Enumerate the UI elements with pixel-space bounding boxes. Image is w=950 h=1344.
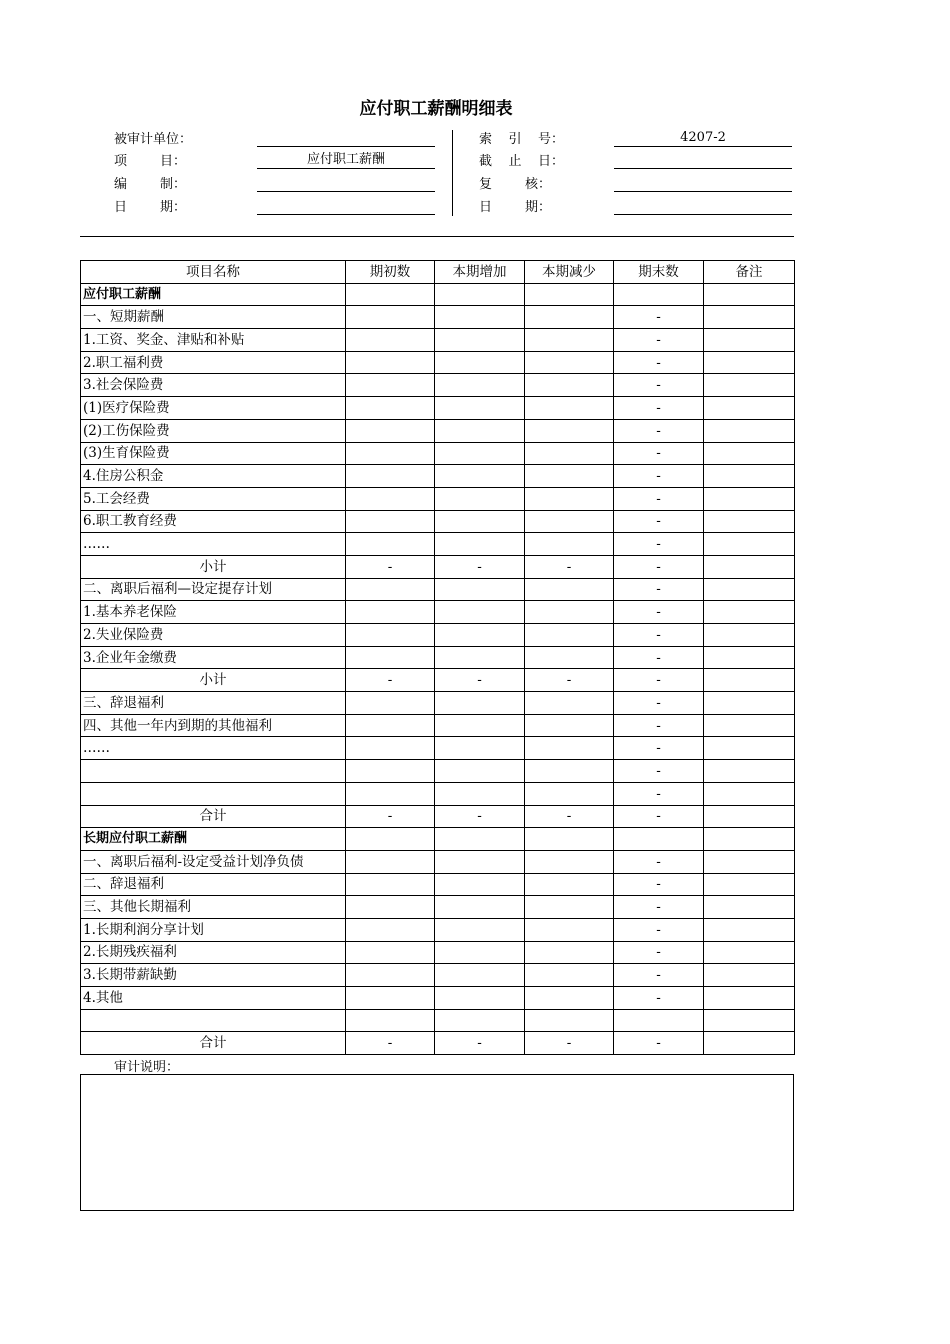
value-cell[interactable] — [346, 329, 435, 352]
value-cell[interactable]: - — [614, 896, 704, 919]
cutoff-label: 截 止 日： — [479, 154, 565, 169]
column-header: 期末数 — [614, 261, 704, 284]
row-name-cell[interactable]: 1.长期利润分享计划 — [81, 918, 346, 941]
value-cell[interactable] — [346, 624, 435, 647]
table-row — [81, 646, 795, 669]
row-name-cell[interactable]: 2.长期残疾福利 — [81, 941, 346, 964]
value-cell[interactable]: - — [435, 555, 525, 578]
value-cell[interactable] — [525, 737, 614, 760]
table-row — [81, 510, 795, 533]
value-cell[interactable] — [704, 828, 795, 851]
value-cell[interactable] — [525, 782, 614, 805]
column-header: 期初数 — [346, 261, 435, 284]
value-cell[interactable] — [704, 419, 795, 442]
value-cell[interactable]: - — [614, 782, 704, 805]
value-cell[interactable]: - — [614, 737, 704, 760]
value-cell[interactable] — [346, 510, 435, 533]
value-cell[interactable]: - — [346, 669, 435, 692]
value-cell[interactable] — [346, 828, 435, 851]
table-row — [81, 714, 795, 737]
value-cell[interactable] — [346, 601, 435, 624]
value-cell[interactable] — [525, 487, 614, 510]
table-row — [81, 987, 795, 1010]
value-cell[interactable] — [704, 987, 795, 1010]
value-cell[interactable] — [525, 760, 614, 783]
value-cell[interactable] — [525, 941, 614, 964]
value-cell[interactable]: - — [614, 465, 704, 488]
value-cell[interactable] — [435, 510, 525, 533]
row-name-cell[interactable]: …… — [81, 737, 346, 760]
value-cell[interactable] — [704, 283, 795, 306]
header-rule — [80, 236, 794, 237]
value-cell[interactable] — [346, 397, 435, 420]
value-cell[interactable] — [346, 737, 435, 760]
table-row — [81, 850, 795, 873]
date2-label: 日 期： — [479, 200, 552, 215]
value-cell[interactable]: - — [614, 510, 704, 533]
table-row — [81, 782, 795, 805]
value-cell[interactable] — [704, 918, 795, 941]
value-cell[interactable] — [704, 873, 795, 896]
value-cell[interactable] — [435, 601, 525, 624]
value-cell[interactable]: - — [614, 419, 704, 442]
row-name-cell[interactable]: 一、离职后福利-设定受益计划净负债 — [81, 850, 346, 873]
table-row — [81, 283, 795, 306]
value-cell[interactable] — [704, 465, 795, 488]
value-cell[interactable]: - — [614, 374, 704, 397]
value-cell[interactable] — [525, 283, 614, 306]
table-row — [81, 465, 795, 488]
value-cell[interactable]: - — [614, 442, 704, 465]
row-name-cell[interactable]: 一、短期薪酬 — [81, 306, 346, 329]
table-row — [81, 760, 795, 783]
value-cell[interactable] — [435, 987, 525, 1010]
value-cell[interactable]: - — [614, 646, 704, 669]
value-cell[interactable] — [435, 1009, 525, 1032]
value-cell[interactable]: - — [525, 669, 614, 692]
row-name-cell[interactable]: …… — [81, 533, 346, 556]
value-cell[interactable] — [435, 918, 525, 941]
index-field[interactable]: 4207-2 — [614, 130, 792, 147]
column-header: 备注 — [704, 261, 795, 284]
value-cell[interactable] — [525, 601, 614, 624]
value-cell[interactable] — [614, 283, 704, 306]
value-cell[interactable] — [704, 850, 795, 873]
page-title: 应付职工薪酬明细表 — [359, 99, 513, 119]
value-cell[interactable] — [346, 533, 435, 556]
value-cell[interactable]: - — [346, 555, 435, 578]
value-cell[interactable] — [704, 533, 795, 556]
value-cell[interactable] — [346, 987, 435, 1010]
date2-field[interactable] — [614, 198, 792, 215]
value-cell[interactable]: - — [435, 805, 525, 828]
value-cell[interactable]: - — [614, 760, 704, 783]
value-cell[interactable]: - — [346, 1032, 435, 1055]
value-cell[interactable] — [346, 442, 435, 465]
value-cell[interactable] — [346, 1009, 435, 1032]
value-cell[interactable] — [525, 873, 614, 896]
value-cell[interactable] — [525, 533, 614, 556]
prepared-field[interactable] — [257, 175, 435, 192]
row-name-cell[interactable]: 4.住房公积金 — [81, 465, 346, 488]
table-row — [81, 601, 795, 624]
table-row — [81, 624, 795, 647]
value-cell[interactable] — [704, 669, 795, 692]
value-cell[interactable] — [704, 692, 795, 715]
value-cell[interactable] — [435, 850, 525, 873]
auditee-label: 被审计单位： — [114, 132, 193, 147]
auditee-field[interactable] — [257, 130, 435, 147]
value-cell[interactable] — [704, 442, 795, 465]
table-row — [81, 374, 795, 397]
item-label: 项 目： — [114, 154, 187, 169]
row-name-cell[interactable]: 3.长期带薪缺勤 — [81, 964, 346, 987]
value-cell[interactable] — [525, 397, 614, 420]
table-row — [81, 805, 795, 828]
value-cell[interactable] — [525, 578, 614, 601]
item-field[interactable]: 应付职工薪酬 — [257, 152, 435, 169]
value-cell[interactable] — [704, 487, 795, 510]
row-name-cell[interactable]: 2.失业保险费 — [81, 624, 346, 647]
value-cell[interactable] — [435, 646, 525, 669]
row-name-cell[interactable] — [81, 760, 346, 783]
value-cell[interactable] — [525, 714, 614, 737]
value-cell[interactable]: - — [614, 533, 704, 556]
value-cell[interactable] — [346, 873, 435, 896]
row-name-cell[interactable]: 3.社会保险费 — [81, 374, 346, 397]
value-cell[interactable]: - — [614, 487, 704, 510]
row-name-cell[interactable]: 应付职工薪酬 — [81, 283, 346, 306]
row-name-cell[interactable]: 4.其他 — [81, 987, 346, 1010]
value-cell[interactable] — [435, 397, 525, 420]
row-name-cell[interactable]: 6.职工教育经费 — [81, 510, 346, 533]
table-row — [81, 896, 795, 919]
value-cell[interactable]: - — [614, 555, 704, 578]
table-row — [81, 487, 795, 510]
row-name-cell[interactable]: 二、辞退福利 — [81, 873, 346, 896]
table-row — [81, 964, 795, 987]
value-cell[interactable] — [435, 306, 525, 329]
value-cell[interactable] — [614, 828, 704, 851]
value-cell[interactable] — [435, 828, 525, 851]
audit-note-label: 审计说明： — [114, 1060, 180, 1075]
table-row — [81, 692, 795, 715]
value-cell[interactable] — [525, 850, 614, 873]
value-cell[interactable] — [435, 442, 525, 465]
value-cell[interactable]: - — [614, 850, 704, 873]
row-name-cell[interactable]: 三、辞退福利 — [81, 692, 346, 715]
table-header-row — [81, 261, 795, 284]
value-cell[interactable] — [525, 624, 614, 647]
value-cell[interactable]: - — [614, 987, 704, 1010]
value-cell[interactable] — [435, 941, 525, 964]
value-cell[interactable] — [435, 578, 525, 601]
column-header: 项目名称 — [81, 261, 346, 284]
value-cell[interactable] — [704, 555, 795, 578]
value-cell[interactable] — [346, 465, 435, 488]
row-name-cell[interactable]: 小计 — [81, 669, 346, 692]
table-row — [81, 1009, 795, 1032]
value-cell[interactable] — [525, 896, 614, 919]
table-row — [81, 442, 795, 465]
value-cell[interactable] — [704, 306, 795, 329]
value-cell[interactable]: - — [614, 601, 704, 624]
value-cell[interactable] — [346, 283, 435, 306]
value-cell[interactable] — [704, 714, 795, 737]
value-cell[interactable] — [704, 351, 795, 374]
table-row — [81, 329, 795, 352]
column-header: 本期增加 — [435, 261, 525, 284]
value-cell[interactable] — [525, 351, 614, 374]
value-cell[interactable]: - — [614, 578, 704, 601]
value-cell[interactable] — [704, 941, 795, 964]
value-cell[interactable] — [435, 533, 525, 556]
value-cell[interactable]: - — [525, 1032, 614, 1055]
row-name-cell[interactable]: 小计 — [81, 555, 346, 578]
table-row — [81, 419, 795, 442]
value-cell[interactable]: - — [614, 918, 704, 941]
cutoff-field[interactable] — [614, 152, 792, 169]
table-row — [81, 941, 795, 964]
value-cell[interactable] — [435, 737, 525, 760]
table-row — [81, 737, 795, 760]
value-cell[interactable] — [435, 351, 525, 374]
row-name-cell[interactable]: (1)医疗保险费 — [81, 397, 346, 420]
value-cell[interactable] — [435, 374, 525, 397]
value-cell[interactable] — [346, 850, 435, 873]
value-cell[interactable] — [435, 760, 525, 783]
value-cell[interactable] — [525, 918, 614, 941]
table-row — [81, 873, 795, 896]
value-cell[interactable] — [525, 306, 614, 329]
table-row — [81, 828, 795, 851]
row-name-cell[interactable]: 5.工会经费 — [81, 487, 346, 510]
table-row — [81, 306, 795, 329]
value-cell[interactable] — [346, 374, 435, 397]
value-cell[interactable] — [435, 487, 525, 510]
value-cell[interactable]: - — [614, 306, 704, 329]
value-cell[interactable] — [346, 896, 435, 919]
value-cell[interactable] — [346, 487, 435, 510]
table-row — [81, 555, 795, 578]
row-name-cell[interactable]: 四、其他一年内到期的其他福利 — [81, 714, 346, 737]
value-cell[interactable] — [525, 828, 614, 851]
value-cell[interactable] — [704, 329, 795, 352]
value-cell[interactable]: - — [614, 805, 704, 828]
value-cell[interactable] — [435, 896, 525, 919]
table-row — [81, 1032, 795, 1055]
value-cell[interactable] — [525, 987, 614, 1010]
value-cell[interactable]: - — [614, 669, 704, 692]
value-cell[interactable] — [525, 692, 614, 715]
row-name-cell[interactable]: 三、其他长期福利 — [81, 896, 346, 919]
value-cell[interactable] — [704, 601, 795, 624]
value-cell[interactable] — [346, 646, 435, 669]
value-cell[interactable] — [435, 419, 525, 442]
value-cell[interactable] — [525, 964, 614, 987]
audit-note-box[interactable] — [80, 1074, 794, 1211]
value-cell[interactable] — [435, 329, 525, 352]
value-cell[interactable] — [435, 714, 525, 737]
value-cell[interactable] — [525, 465, 614, 488]
index-label: 索 引 号： — [479, 132, 565, 147]
value-cell[interactable]: - — [346, 805, 435, 828]
column-header: 本期减少 — [525, 261, 614, 284]
prepared-label: 编 制： — [114, 177, 187, 192]
value-cell[interactable] — [704, 1009, 795, 1032]
value-cell[interactable]: - — [614, 1032, 704, 1055]
row-name-cell[interactable]: 2.职工福利费 — [81, 351, 346, 374]
row-name-cell[interactable]: 合计 — [81, 805, 346, 828]
row-name-cell[interactable] — [81, 782, 346, 805]
value-cell[interactable] — [346, 964, 435, 987]
value-cell[interactable]: - — [614, 964, 704, 987]
value-cell[interactable]: - — [614, 941, 704, 964]
value-cell[interactable] — [346, 692, 435, 715]
value-cell[interactable] — [704, 578, 795, 601]
value-cell[interactable] — [704, 737, 795, 760]
review-label: 复 核： — [479, 177, 552, 192]
table-row — [81, 669, 795, 692]
row-name-cell[interactable]: 二、离职后福利—设定提存计划 — [81, 578, 346, 601]
value-cell[interactable] — [346, 782, 435, 805]
date-label: 日 期： — [114, 200, 187, 215]
value-cell[interactable] — [704, 805, 795, 828]
value-cell[interactable] — [704, 624, 795, 647]
value-cell[interactable] — [704, 510, 795, 533]
value-cell[interactable] — [704, 646, 795, 669]
value-cell[interactable] — [704, 964, 795, 987]
value-cell[interactable] — [704, 397, 795, 420]
value-cell[interactable] — [435, 465, 525, 488]
table-row — [81, 918, 795, 941]
header-divider — [452, 130, 453, 216]
value-cell[interactable] — [614, 1009, 704, 1032]
value-cell[interactable] — [435, 964, 525, 987]
value-cell[interactable]: - — [614, 329, 704, 352]
value-cell[interactable] — [346, 578, 435, 601]
value-cell[interactable]: - — [435, 1032, 525, 1055]
value-cell[interactable] — [704, 782, 795, 805]
value-cell[interactable] — [346, 714, 435, 737]
value-cell[interactable]: - — [614, 692, 704, 715]
row-name-cell[interactable]: 1.工资、奖金、津贴和补贴 — [81, 329, 346, 352]
value-cell[interactable] — [435, 624, 525, 647]
value-cell[interactable] — [346, 918, 435, 941]
value-cell[interactable]: - — [525, 805, 614, 828]
value-cell[interactable]: - — [614, 397, 704, 420]
value-cell[interactable] — [525, 329, 614, 352]
value-cell[interactable] — [525, 442, 614, 465]
value-cell[interactable] — [346, 419, 435, 442]
table-row — [81, 397, 795, 420]
value-cell[interactable] — [704, 896, 795, 919]
value-cell[interactable] — [435, 873, 525, 896]
value-cell[interactable] — [435, 782, 525, 805]
salary-detail-table — [80, 260, 795, 1055]
row-name-cell[interactable]: 长期应付职工薪酬 — [81, 828, 346, 851]
value-cell[interactable]: - — [614, 714, 704, 737]
review-field[interactable] — [614, 175, 792, 192]
row-name-cell[interactable]: 合计 — [81, 1032, 346, 1055]
value-cell[interactable] — [435, 692, 525, 715]
table-row — [81, 533, 795, 556]
row-name-cell[interactable]: 1.基本养老保险 — [81, 601, 346, 624]
row-name-cell[interactable]: (2)工伤保险费 — [81, 419, 346, 442]
date-field[interactable] — [257, 198, 435, 215]
value-cell[interactable] — [525, 374, 614, 397]
value-cell[interactable]: - — [525, 555, 614, 578]
value-cell[interactable]: - — [614, 873, 704, 896]
row-name-cell[interactable] — [81, 1009, 346, 1032]
value-cell[interactable] — [346, 351, 435, 374]
value-cell[interactable] — [704, 760, 795, 783]
table-row — [81, 351, 795, 374]
value-cell[interactable] — [346, 941, 435, 964]
table-row — [81, 578, 795, 601]
row-name-cell[interactable]: (3)生育保险费 — [81, 442, 346, 465]
value-cell[interactable] — [525, 419, 614, 442]
value-cell[interactable] — [346, 306, 435, 329]
row-name-cell[interactable]: 3.企业年金缴费 — [81, 646, 346, 669]
value-cell[interactable] — [525, 646, 614, 669]
value-cell[interactable] — [346, 760, 435, 783]
value-cell[interactable]: - — [435, 669, 525, 692]
value-cell[interactable] — [525, 510, 614, 533]
value-cell[interactable] — [704, 1032, 795, 1055]
value-cell[interactable]: - — [614, 351, 704, 374]
value-cell[interactable] — [704, 374, 795, 397]
value-cell[interactable]: - — [614, 624, 704, 647]
value-cell[interactable] — [525, 1009, 614, 1032]
value-cell[interactable] — [435, 283, 525, 306]
